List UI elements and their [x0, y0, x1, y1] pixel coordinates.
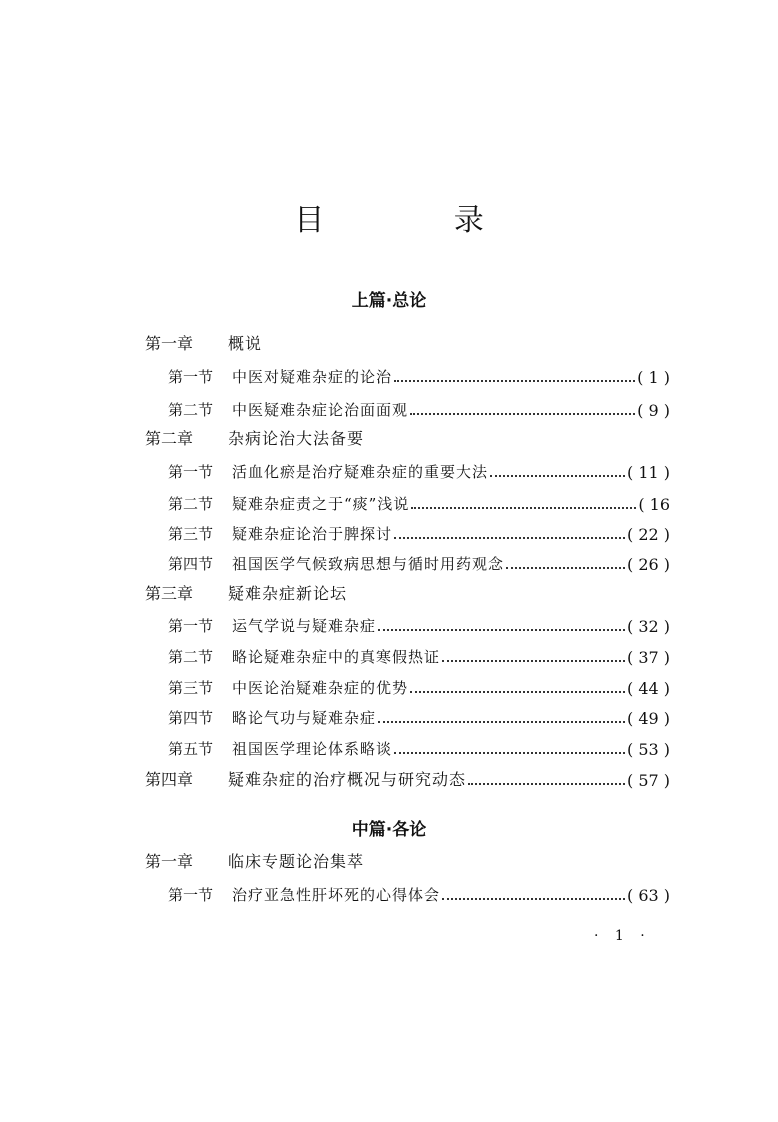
- entry-title: 概说: [228, 334, 263, 353]
- entry-title: 略论疑难杂症中的真寒假热证: [232, 648, 441, 666]
- entry-title: 运气学说与疑难杂症: [232, 617, 377, 635]
- toc-section-entry: [168, 550, 670, 574]
- dot-leader: [468, 783, 625, 785]
- toc-section-entry: [168, 643, 670, 667]
- entry-page: ( 44 ): [626, 679, 670, 698]
- entry-title: 疑难杂症新论坛: [228, 584, 348, 603]
- entry-title: 疑难杂症责之于“痰”浅说: [232, 495, 410, 513]
- entry-label: 第四节: [168, 709, 214, 727]
- toc-section-entry: [168, 363, 670, 387]
- toc-section-entry: [168, 396, 670, 420]
- entry-label: 第二章: [145, 429, 194, 448]
- entry-page: ( 16: [638, 495, 670, 514]
- entry-title: 中医对疑难杂症的论治: [232, 368, 393, 386]
- dot-leader: [394, 537, 625, 539]
- toc-section-entry: [168, 490, 670, 514]
- dot-leader: [394, 752, 625, 754]
- toc-section-entry: [168, 735, 670, 759]
- toc-section-entry: [168, 612, 670, 636]
- toc-chapter-entry: [145, 580, 670, 604]
- toc-section-entry: [168, 704, 670, 728]
- toc-section-entry: [168, 520, 670, 544]
- toc-section-entry: [168, 674, 670, 698]
- entry-label: 第二节: [168, 401, 214, 419]
- dot-leader: [506, 567, 625, 569]
- dot-leader: [394, 380, 635, 382]
- entry-title: 疑难杂症的治疗概况与研究动态: [228, 770, 467, 789]
- dot-leader: [410, 413, 635, 415]
- entry-label: 第一节: [168, 617, 214, 635]
- entry-page: ( 11 ): [626, 463, 670, 482]
- entry-page: ( 9 ): [637, 401, 670, 420]
- entry-title: 中医疑难杂症论治面面观: [232, 401, 409, 419]
- page-number: · 1 ·: [594, 928, 651, 944]
- entry-title: 临床专题论治集萃: [228, 852, 365, 871]
- entry-label: 第五节: [168, 740, 214, 758]
- entry-page: ( 53 ): [626, 740, 670, 759]
- entry-label: 第二节: [168, 495, 214, 513]
- dot-leader: [442, 898, 625, 900]
- entry-title: 祖国医学理论体系略谈: [232, 740, 393, 758]
- entry-title: 活血化瘀是治疗疑难杂症的重要大法: [232, 463, 489, 481]
- entry-page: ( 32 ): [626, 617, 670, 636]
- page-title: 目 录: [294, 203, 544, 238]
- entry-title: 略论气功与疑难杂症: [232, 709, 377, 727]
- entry-label: 第一节: [168, 368, 214, 386]
- entry-page: ( 57 ): [626, 771, 670, 790]
- entry-page: ( 37 ): [626, 648, 670, 667]
- entry-page: ( 49 ): [626, 709, 670, 728]
- entry-page: ( 1 ): [637, 368, 670, 387]
- entry-label: 第一章: [145, 852, 194, 871]
- toc-chapter-entry: [145, 848, 670, 872]
- entry-title: 祖国医学气候致病思想与循时用药观念: [232, 555, 505, 573]
- entry-title: 治疗亚急性肝坏死的心得体会: [232, 886, 441, 904]
- toc-section-entry: [168, 458, 670, 482]
- dot-leader: [411, 507, 636, 509]
- entry-page: ( 22 ): [626, 525, 670, 544]
- toc-section-entry: [168, 881, 670, 905]
- toc-chapter-entry: [145, 425, 670, 449]
- dot-leader: [410, 691, 625, 693]
- entry-label: 第一节: [168, 886, 214, 904]
- dot-leader: [378, 721, 625, 723]
- dot-leader: [490, 475, 625, 477]
- toc-chapter-entry: [145, 766, 670, 790]
- entry-title: 杂病论治大法备要: [228, 429, 365, 448]
- entry-title: 中医论治疑难杂症的优势: [232, 679, 409, 697]
- entry-title: 疑难杂症论治于脾探讨: [232, 525, 393, 543]
- entry-label: 第一章: [145, 334, 194, 353]
- entry-label: 第三节: [168, 679, 214, 697]
- entry-page: ( 63 ): [626, 886, 670, 905]
- entry-label: 第四节: [168, 555, 214, 573]
- entry-label: 第三节: [168, 525, 214, 543]
- part-heading: 中篇·各论: [351, 820, 427, 840]
- entry-page: ( 26 ): [626, 555, 670, 574]
- entry-label: 第二节: [168, 648, 214, 666]
- entry-label: 第三章: [145, 584, 194, 603]
- dot-leader: [378, 629, 625, 631]
- toc-chapter-entry: [145, 330, 670, 354]
- entry-label: 第一节: [168, 463, 214, 481]
- dot-leader: [442, 660, 625, 662]
- entry-label: 第四章: [145, 770, 194, 789]
- part-heading: 上篇·总论: [351, 291, 427, 311]
